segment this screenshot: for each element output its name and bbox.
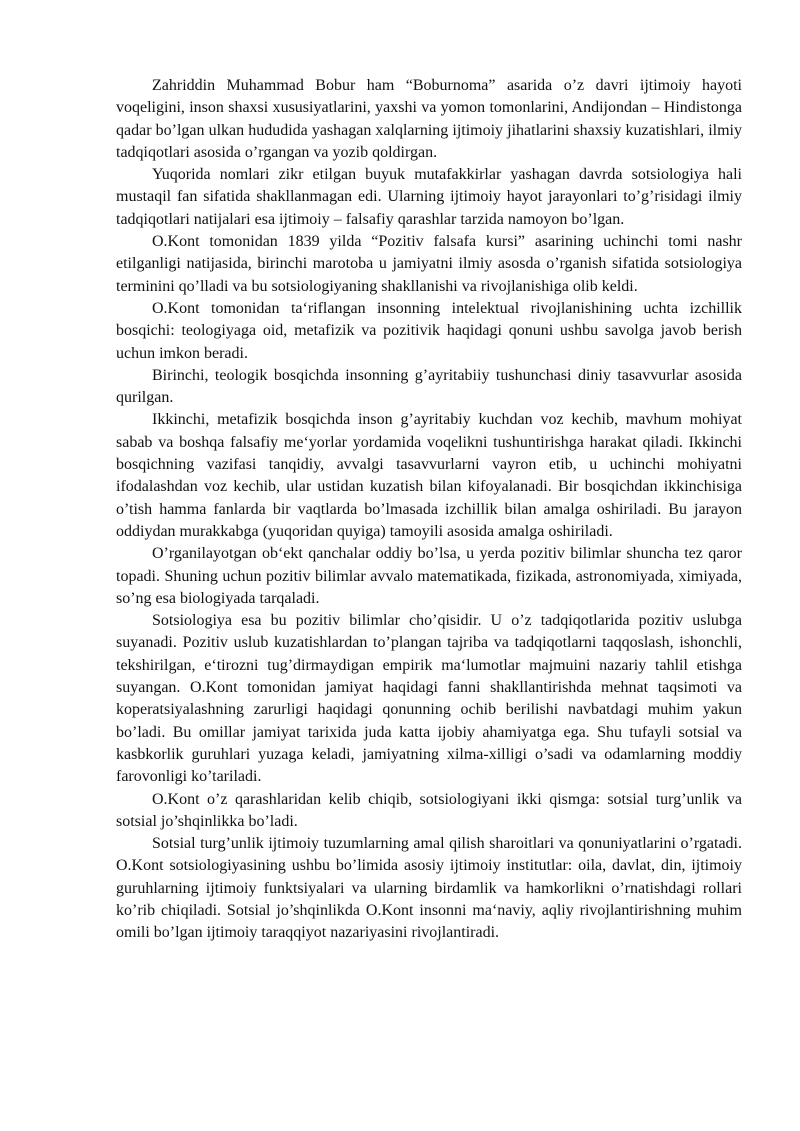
paragraph: Birinchi, teologik bosqichda insonning g’ayritabiiy tushunchasi diniy tasavvurlar asosida qurilgan. xyxy=(116,366,742,407)
paragraph: Yuqorida nomlari zikr etilgan buyuk mutafakkirlar yashagan davrda sotsiologiya hali mustaqil fan sifatida shakllanmagan edi. Ularning ijtimoiy hayot jarayonlari to’g’risidagi ilmiy tadqiqotlari natijalari esa ijtimoiy – falsafiy qarashlar tarzida namoyon bo’lgan. xyxy=(116,166,742,228)
document-page xyxy=(116,75,742,945)
paragraph: O.Kont o’z qarashlaridan kelib chiqib, sotsiologiyani ikki qismga: sotsial turg’unlik va sotsial jo’shqinlikka bo’ladi. xyxy=(116,790,742,830)
paragraph: O.Kont tomonidan 1839 yilda “Pozitiv falsafa kursi” asarining uchinchi tomi nashr etilganligi natijasida, birinchi marotoba u jamiyatni ilmiy asosda o’rganish sifatida sotsiologiya terminini qo’lladi va bu sotsiologiyaning shakllanishi va rivojlanishiga olib keldi. xyxy=(116,233,742,295)
paragraph: Ikkinchi, metafizik bosqichda inson g’ayritabiy kuchdan voz kechib, mavhum mohiyat sabab va boshqa falsafiy me‘yorlar yordamida voqelikni tushuntirishga harakat qiladi. Ikkinchi bosqichning vazifasi tanqidiy, avvalgi tasavvurlarni vayron etib, u uchinchi mohiyatni ifodalashdan voz kechib, ular ustidan kuzatish bilan kifoyalanadi. Bir bosqichdan ikkinchisiga o’tish hamma fanlarda bir vaqtlarda bo’lmasada izchillik bilan amalga oshiriladi. Bu jarayon oddiydan murakkabga (yuqoridan quyiga) tamoyili asosida amalga oshiriladi. xyxy=(116,411,742,540)
paragraph: Zahriddin Muhammad Bobur ham “Boburnoma” asarida o’z davri ijtimoiy hayoti voqeligini, inson shaxsi xususiyatlarini, yaxshi va yomon tomonlarini, Andijondan – Hindistonga qadar bo’lgan ulkan hududida yashagan xalqlarning ijtimoiy jihatlarini shaxsiy kuzatishlari, ilmiy tadqiqotlari asosida o’rgangan va yozib qoldirgan. xyxy=(116,77,742,161)
paragraph: Sotsiologiya esa bu pozitiv bilimlar cho’qisidir. U o’z tadqiqotlarida pozitiv uslubga suyanadi. Pozitiv uslub kuzatishlardan to’plangan tajriba va tadqiqotlarni taqqoslash, ishonchli, tekshirilgan, e‘tirozni tug’dirmaydigan empirik ma‘lumotlar majmuini nazariy tahlil etishga suyangan. O.Kont tomonidan jamiyat haqidagi fanni shakllantirishda mehnat taqsimoti va koperatsiyalashning zarurligi haqidagi qonunning ochib berilishi navbatdagi muhim yakun bo’ladi. Bu omillar jamiyat tarixida juda katta ijobiy ahamiyatga ega. Shu tufayli sotsial va kasbkorlik guruhlari yuzaga keladi, jamiyatning xilma-xilligi o’sadi va odamlarning moddiy farovonligi ko’tariladi. xyxy=(116,612,742,786)
paragraph: O’rganilayotgan ob‘ekt qanchalar oddiy bo’lsa, u yerda pozitiv bilimlar shuncha tez qaror topadi. Shuning uchun pozitiv bilimlar avvalo matematikada, fizikada, astronomiyada, ximiyada, so’ng esa biologiyada tarqaladi. xyxy=(116,545,742,607)
paragraph: Sotsial turg’unlik ijtimoiy tuzumlarning amal qilish sharoitlari va qonuniyatlarini o’rgatadi. O.Kont sotsiologiyasining ushbu bo’limida asosiy ijtimoiy institutlar: oila, davlat, din, ijtimoiy guruhlarning ijtimoiy funktsiyalari va ularning birdamlik va hamkorlikni o’rnatishdagi rollari ko’rib chiqiladi. Sotsial jo’shqinlikda O.Kont insonni ma‘naviy, aqliy rivojlantirishning muhim omili bo’lgan ijtimoiy taraqqiyot nazariyasini rivojlantiradi. xyxy=(116,835,742,942)
paragraph: O.Kont tomonidan ta‘riflangan insonning intelektual rivojlanishining uchta izchillik bosqichi: teologiyaga oid, metafizik va pozitivik haqidagi qonuni ushbu savolga javob berish uchun imkon beradi. xyxy=(116,299,742,362)
